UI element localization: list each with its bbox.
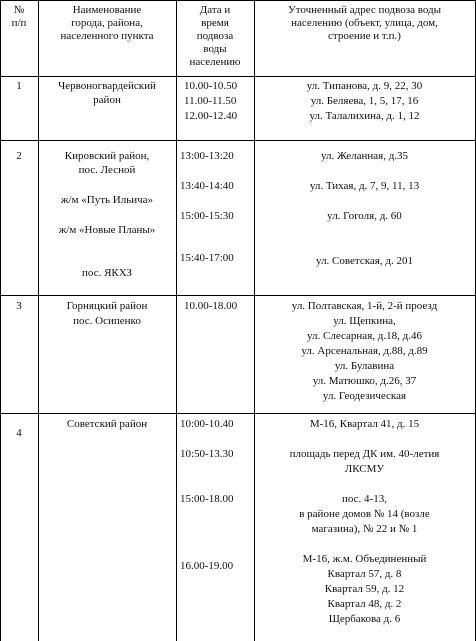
- header-address-line: Уточненный адрес подвоза воды: [287, 4, 442, 16]
- row-number: 3: [16, 300, 22, 312]
- row-address: ул. Талалихина, д. 1, 12: [309, 110, 420, 122]
- row-number: 2: [16, 150, 22, 162]
- grid-line: [0, 0, 476, 1]
- row-time: 15:00-18.00: [180, 493, 234, 505]
- row-area-line: Горняцкий район: [66, 300, 148, 312]
- row-area-line: пос. ЯКХЗ: [82, 267, 132, 279]
- row-address: ул. Типанова, д. 9, 22, 30: [306, 80, 423, 92]
- grid-line: [0, 140, 476, 141]
- row-number: 4: [16, 427, 22, 439]
- header-num-line: п/п: [11, 17, 27, 29]
- row-area-line: ж/м «Новые Планы»: [58, 224, 156, 236]
- row-address: ул. Полтавская, 1-й, 2-й проезд: [291, 300, 438, 312]
- row-address: ЛКСМУ: [344, 463, 385, 475]
- row-area-line: пос. Лесной: [78, 164, 136, 176]
- row-address: ул. Булавина: [334, 360, 395, 372]
- row-time: 15:00-15:30: [180, 210, 234, 222]
- row-time: 10.00-10.50: [184, 80, 238, 92]
- row-address: ул. Слесарная, д.18, д.46: [307, 330, 422, 342]
- row-area-line: ж/м «Путь Ильича»: [60, 194, 154, 206]
- row-area-line: Червоногвардейский: [58, 80, 156, 92]
- row-number: 1: [16, 80, 22, 92]
- row-time: 10.00-18.00: [184, 300, 238, 312]
- row-address: магазина), № 22 и № 1: [311, 523, 418, 535]
- header-time-line: Дата и: [199, 4, 231, 16]
- header-time-line: населению: [189, 56, 241, 68]
- row-address: ул. Беляева, 1, 5, 17, 16: [310, 95, 419, 107]
- row-address: М-16, ж.м. Объединенный: [302, 553, 427, 565]
- row-area-line: Кировский район,: [64, 150, 150, 162]
- row-address: ул. Желанная, д.35: [320, 150, 409, 162]
- row-address: ул. Щепкина,: [333, 315, 396, 327]
- row-area-line: Советский район: [66, 418, 148, 430]
- row-time: 15:40-17:00: [180, 252, 234, 264]
- row-address: Квартал 57, д. 8: [327, 568, 402, 580]
- row-address: в районе домов № 14 (возле: [299, 508, 430, 520]
- row-address: ул. Арсенальная, д.88, д.89: [301, 345, 428, 357]
- row-address: пос. 4-13,: [342, 493, 387, 505]
- row-address: Квартал 59, д. 12: [324, 583, 405, 595]
- header-time-line: время: [201, 17, 229, 29]
- row-time: 10:50-13.30: [180, 448, 234, 460]
- row-address: площадь перед ДК им. 40-летия: [289, 448, 440, 460]
- grid-line: [0, 0, 1, 641]
- row-address: ул. Советская, д. 201: [316, 255, 413, 267]
- row-time: 13:00-13:20: [180, 150, 234, 162]
- row-time: 11.00-11.50: [184, 95, 237, 107]
- grid-line: [176, 0, 177, 641]
- row-address: ул. Геодезическая: [322, 390, 407, 402]
- header-name-line: города, района,: [71, 17, 143, 29]
- header-name-line: населенного пункта: [60, 30, 154, 42]
- row-time: 10:00-10.40: [180, 418, 234, 430]
- row-address: М-16, Квартал 41, д. 15: [309, 418, 420, 430]
- header-time-line: воды: [203, 43, 227, 55]
- grid-line: [0, 76, 476, 77]
- row-address: Квартал 48, д. 2: [327, 598, 402, 610]
- grid-line: [0, 295, 476, 296]
- row-time: 16.00-19.00: [180, 560, 234, 572]
- header-time-line: подвоза: [196, 30, 234, 42]
- row-area-line: пос. Осипенко: [73, 315, 141, 327]
- row-address: ул. Гоголя, д. 60: [327, 210, 402, 222]
- header-num-line: №: [13, 4, 25, 16]
- row-address: ул. Матюшко, д.26, 37: [312, 375, 417, 387]
- row-address: Щербакова д. 6: [328, 613, 401, 625]
- row-area-line: район: [93, 94, 121, 106]
- header-address-line: населению (объект, улица, дом,: [291, 17, 438, 29]
- header-address-line: строение и т.п.): [328, 30, 401, 42]
- grid-line: [0, 413, 476, 414]
- row-time: 13:40-14:40: [180, 180, 234, 192]
- row-time: 12.00-12.40: [184, 110, 238, 122]
- row-address: ул. Тихая, д. 7, 9, 11, 13: [309, 180, 420, 192]
- header-name-line: Наименование: [72, 4, 142, 16]
